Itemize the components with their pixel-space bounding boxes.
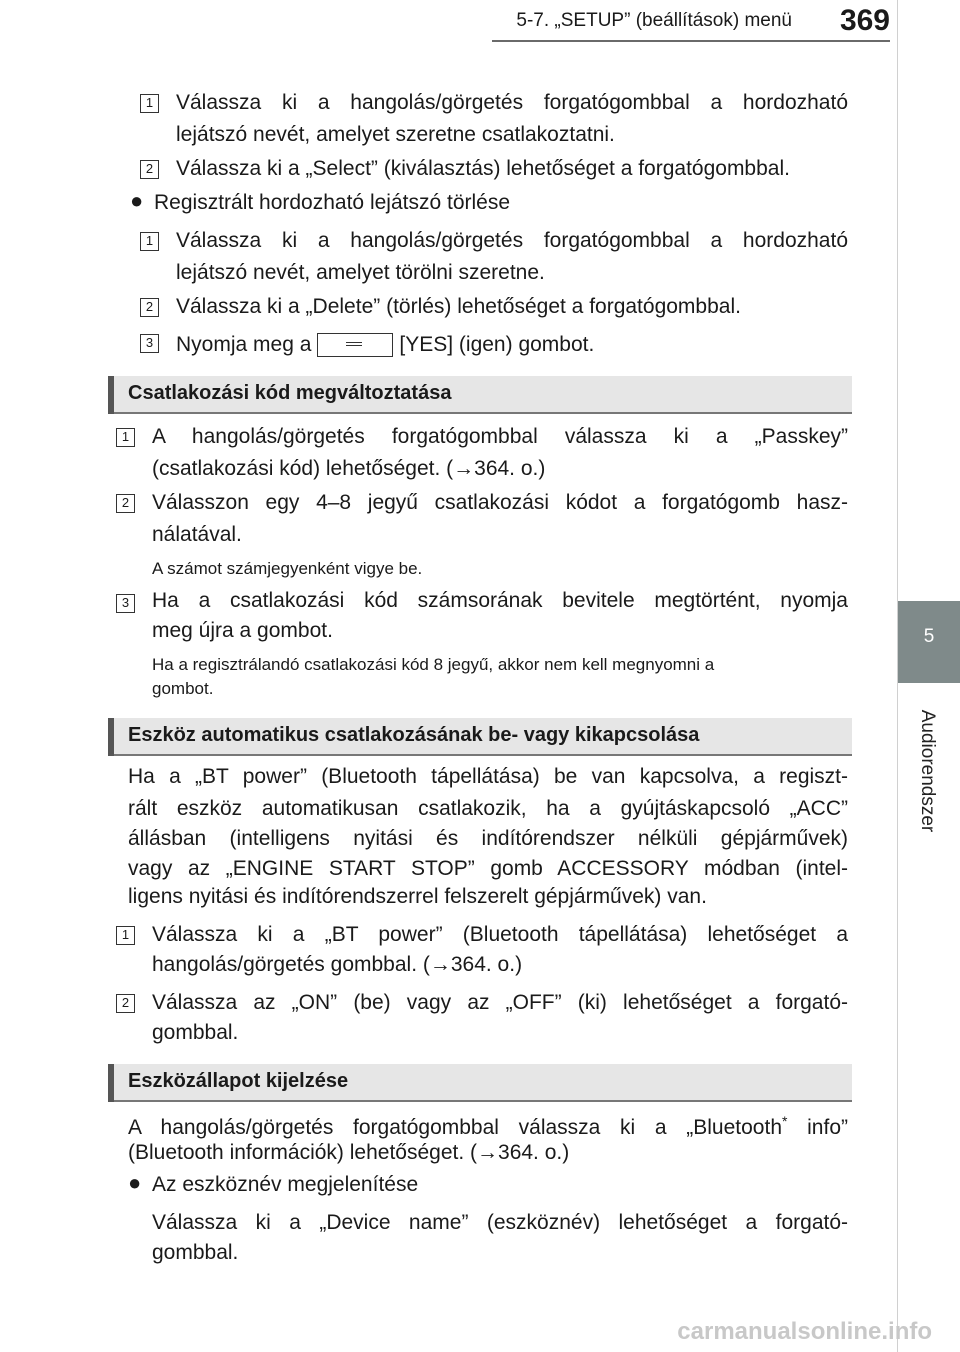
paragraph-line: vagy az „ENGINE START STOP” gomb ACCESSORY módban (intel-: [128, 857, 848, 880]
step-number: 3: [140, 334, 159, 353]
chapter-number: 5: [923, 626, 935, 647]
step-text: Válassza ki a „Delete” (törlés) lehetőséget a forgatógombbal.: [176, 295, 741, 318]
step-text-cont: (csatlakozási kód) lehetőséget. (→364. o.): [152, 457, 546, 480]
step-note: A számot számjegyenként vigye be.: [152, 559, 423, 578]
step-number: 2: [140, 160, 159, 179]
paragraph-line: (Bluetooth információk) lehetőséget. (→364. o.): [128, 1141, 570, 1164]
paragraph-line: Ha a „BT power” (Bluetooth tápellátása) be van kapcsolva, a regiszt-: [128, 765, 848, 788]
step-text: Nyomja meg a [YES] (igen) gombot.: [176, 333, 595, 356]
step-number: 3: [116, 594, 135, 613]
step-text-cont: gombbal.: [152, 1021, 239, 1044]
section-heading: Eszköz automatikus csatlakozásának be- vagy kikapcsolása: [108, 718, 852, 756]
step-text-cont: nálatával.: [152, 523, 242, 546]
chapter-label: Audiorendszer: [917, 709, 938, 833]
section-heading: Csatlakozási kód megváltoztatása: [108, 376, 852, 414]
section-heading: Eszközállapot kijelzése: [108, 1064, 852, 1102]
watermark: carmanualsonline.info: [677, 1318, 932, 1345]
step-number: 2: [116, 994, 135, 1013]
paragraph-line: állásban (intelligens nyitási és indítórendszer nélküli gépjárművek): [128, 827, 848, 850]
step-text-cont: lejátszó nevét, amelyet törölni szeretne.: [176, 261, 545, 284]
step-text-cont: meg újra a gombot.: [152, 619, 333, 642]
running-header: 5-7. „SETUP” (beállítások) menü: [516, 10, 792, 31]
step-text: Válassza ki a „BT power” (Bluetooth tápellátása) lehetőséget a: [152, 923, 848, 946]
step-number: 1: [116, 926, 135, 945]
step-note-cont: gombot.: [152, 679, 214, 698]
paragraph-line: A hangolás/görgetés forgatógombbal válassza ki a „Bluetooth* info”: [128, 1113, 848, 1139]
bullet-icon: ●: [128, 1170, 142, 1195]
yes-button-icon: [317, 333, 393, 357]
step-text: A hangolás/görgetés forgatógombbal válassza ki a „Passkey”: [152, 425, 848, 448]
header-rule: [492, 40, 890, 42]
step-text: Válassza ki a hangolás/görgetés forgatógombbal a hordozható: [176, 229, 848, 252]
paragraph-line: rált eszköz automatikusan csatlakozik, ha a gyújtáskapcsoló „ACC”: [128, 797, 848, 820]
paragraph-line: ligens nyitási és indítórendszerrel felszerelt gépjárművek) van.: [128, 885, 707, 908]
step-number: 2: [140, 298, 159, 317]
paragraph-line: gombbal.: [152, 1241, 239, 1264]
bullet-heading: Regisztrált hordozható lejátszó törlése: [154, 191, 511, 214]
step-text: Válassza az „ON” (be) vagy az „OFF” (ki) lehetőséget a forgató-: [152, 991, 848, 1014]
step-number: 1: [140, 232, 159, 251]
step-text: Ha a csatlakozási kód számsorának bevitele megtörtént, nyomja: [152, 589, 848, 612]
step-text-cont: hangolás/görgetés gombbal. (→364. o.): [152, 953, 523, 976]
step-number: 1: [116, 428, 135, 447]
step-number: 1: [140, 94, 159, 113]
paragraph-line: Válassza ki a „Device name” (eszköznév) lehetőséget a forgató-: [152, 1211, 848, 1234]
page-number: 369: [839, 4, 890, 37]
step-note: Ha a regisztrálandó csatlakozási kód 8 jegyű, akkor nem kell megnyomni a: [152, 655, 715, 674]
bullet-icon: ●: [130, 188, 144, 213]
step-number: 2: [116, 494, 135, 513]
step-text: Válassza ki a hangolás/görgetés forgatógombbal a hordozható: [176, 91, 848, 114]
bullet-heading: Az eszköznév megjelenítése: [152, 1173, 419, 1196]
step-text: Válasszon egy 4–8 jegyű csatlakozási kódot a forgatógomb hasz-: [152, 491, 848, 514]
step-text-cont: lejátszó nevét, amelyet szeretne csatlakoztatni.: [176, 123, 615, 146]
step-text: Válassza ki a „Select” (kiválasztás) lehetőséget a forgatógombbal.: [176, 157, 790, 180]
